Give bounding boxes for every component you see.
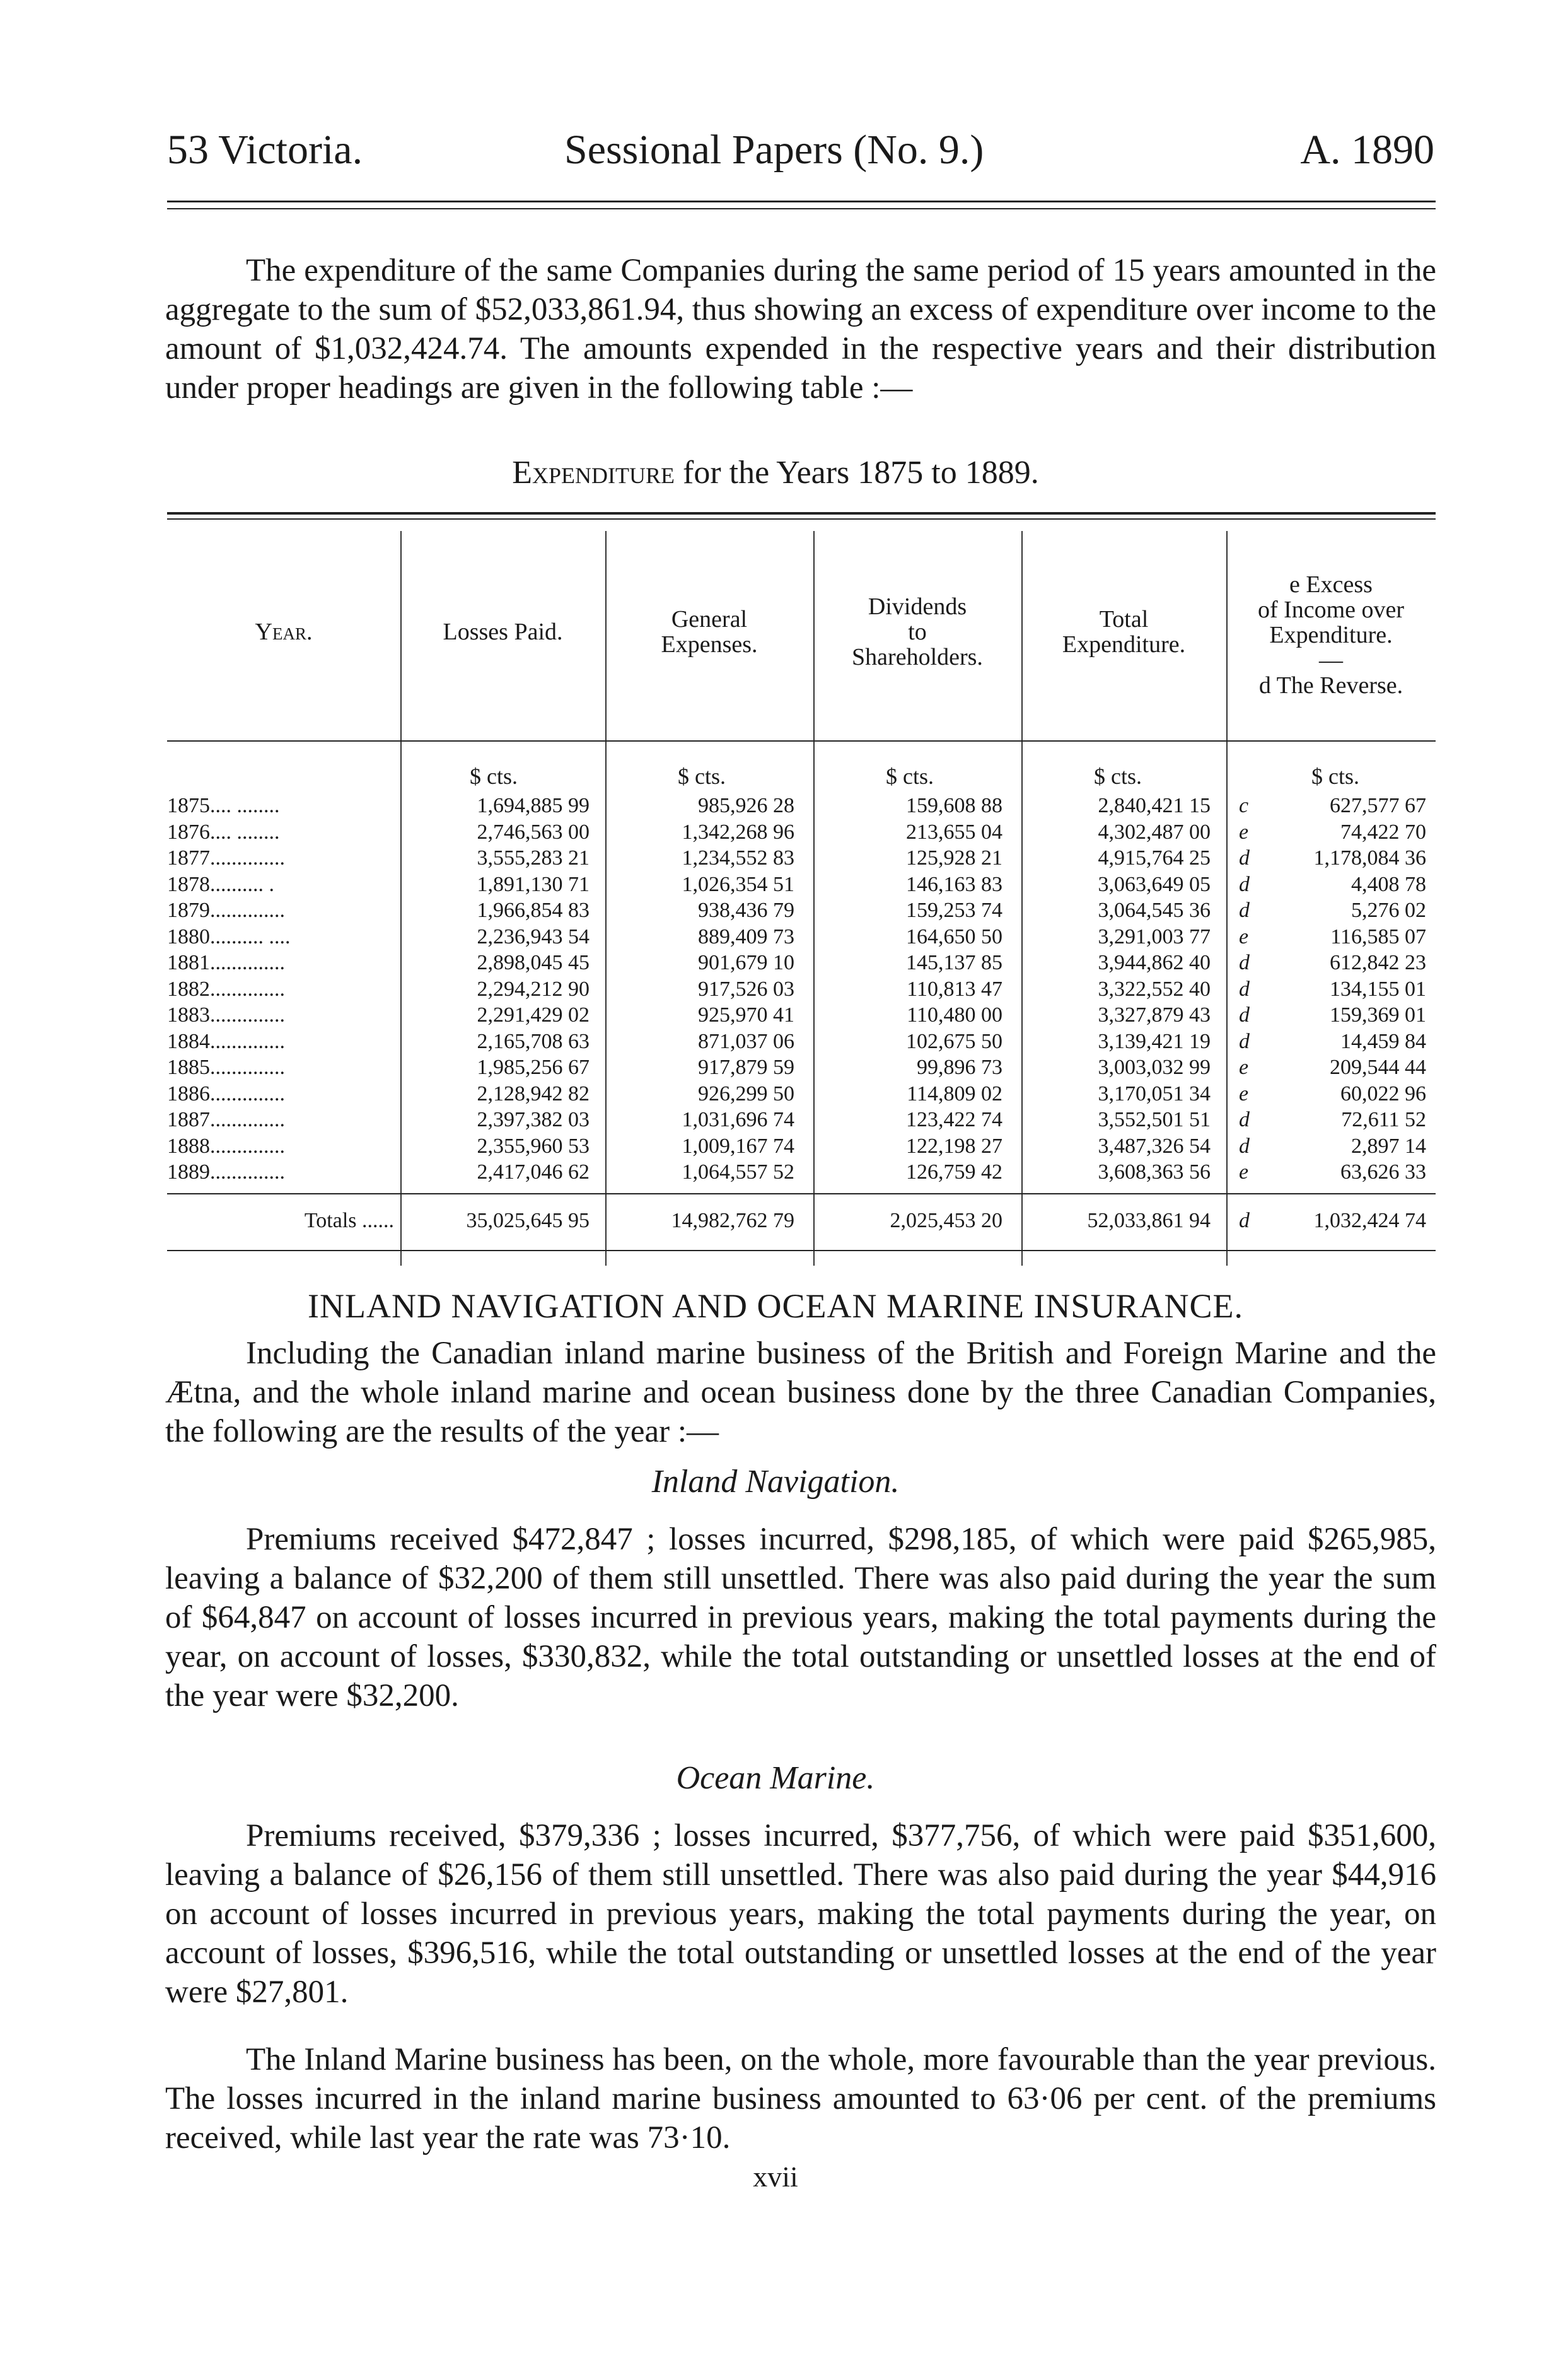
cell-dividends: 145,137 85 [906, 951, 1002, 974]
cell-losses: 2,397,382 03 [477, 1108, 590, 1131]
cell-year: 1882.............. [167, 977, 285, 1001]
cell-year: 1876.... ........ [167, 820, 280, 844]
cell-year: 1885.............. [167, 1056, 285, 1079]
totals-divider [167, 1193, 1436, 1194]
cell-losses: 2,746,563 00 [477, 820, 590, 844]
section-heading: INLAND NAVIGATION AND OCEAN MARINE INSURANCE. [308, 1287, 1243, 1325]
totals-general: 14,982,762 79 [671, 1209, 794, 1232]
cell-year: 1883.............. [167, 1003, 285, 1027]
cell-general: 1,234,552 83 [682, 846, 794, 870]
cell-losses: 2,898,045 45 [477, 951, 590, 974]
header-year: A. 1890 [1300, 127, 1434, 173]
header-rule-top [167, 201, 1436, 202]
cell-total: 3,139,421 19 [1098, 1029, 1211, 1053]
cell-year: 1881.............. [167, 951, 285, 974]
cell-total: 3,327,879 43 [1098, 1003, 1211, 1027]
cell-year: 1878.......... . [167, 872, 274, 896]
cell-flag: e [1239, 1056, 1249, 1079]
cell-flag: d [1239, 899, 1250, 922]
table-top-rule-2 [167, 518, 1436, 520]
col-year: Year. [255, 619, 313, 645]
inland-paragraph: Premiums received $472,847 ; losses incurred, $298,185, of which were paid $265,985, leaving a balance of $32,200 of them still unsettled. There was also paid during the year the sum of $64,847 on account of losses incurred in previous years, making the total payments during the year, on account of losses, $330,832, while the total outstanding or unsettled losses at the end of the year were $32,200. [165, 1522, 1436, 1713]
unit-dividends: $ cts. [886, 764, 934, 789]
cell-flag: d [1239, 872, 1250, 896]
col-general: General Expenses. [661, 606, 758, 658]
unit-total: $ cts. [1094, 764, 1142, 789]
cell-excess: 72,611 52 [1341, 1108, 1426, 1131]
totals-dividends: 2,025,453 20 [890, 1209, 1002, 1232]
cell-dividends: 126,759 42 [906, 1160, 1002, 1184]
cell-excess: 2,897 14 [1351, 1134, 1426, 1158]
cell-general: 871,037 06 [698, 1029, 794, 1053]
unit-losses: $ cts. [470, 764, 518, 789]
totals-flag: d [1239, 1209, 1250, 1232]
header-divider [167, 740, 1436, 742]
cell-losses: 2,355,960 53 [477, 1134, 590, 1158]
cell-general: 1,031,696 74 [682, 1108, 794, 1131]
col-excess: e Excess of Income over Expenditure. — d The Reverse. [1257, 571, 1405, 699]
totals-excess: 1,032,424 74 [1313, 1209, 1426, 1232]
closing-paragraph: The Inland Marine business has been, on the whole, more favourable than the year previous. The losses incurred in the inland marine business amounted to 63·06 per cent. of the premiums received, while last year the rate was 73·10. [165, 2042, 1436, 2155]
unit-excess: $ cts. [1311, 764, 1359, 789]
header-title: Sessional Papers (No. 9.) [564, 127, 984, 173]
cell-dividends: 164,650 50 [906, 925, 1002, 948]
section-intro: Including the Canadian inland marine business of the British and Foreign Marine and the Ætna, and the whole inland marine and ocean business done by the three Canadian Companies, the following are the results of the year :— [165, 1336, 1436, 1449]
cell-total: 2,840,421 15 [1098, 794, 1211, 817]
ocean-heading: Ocean Marine. [676, 1760, 875, 1796]
cell-excess: 134,155 01 [1330, 977, 1426, 1001]
cell-flag: e [1239, 925, 1249, 948]
cell-year: 1884.............. [167, 1029, 285, 1053]
cell-excess: 209,544 44 [1330, 1056, 1426, 1079]
expenditure-table [167, 512, 1436, 1269]
cell-year: 1879.............. [167, 899, 285, 922]
cell-losses: 2,128,942 82 [477, 1082, 590, 1105]
cell-excess: 627,577 67 [1330, 794, 1426, 817]
cell-losses: 2,294,212 90 [477, 977, 590, 1001]
cell-flag: d [1239, 846, 1250, 870]
cell-losses: 2,165,708 63 [477, 1029, 590, 1053]
cell-general: 1,026,354 51 [682, 872, 794, 896]
cell-dividends: 159,253 74 [906, 899, 1002, 922]
totals-total: 52,033,861 94 [1087, 1209, 1211, 1232]
cell-total: 4,915,764 25 [1098, 846, 1211, 870]
cell-general: 917,879 59 [698, 1056, 794, 1079]
page-number: xvii [753, 2161, 798, 2193]
cell-flag: d [1239, 977, 1250, 1001]
cell-losses: 1,966,854 83 [477, 899, 590, 922]
cell-general: 1,342,268 96 [682, 820, 794, 844]
cell-dividends: 213,655 04 [906, 820, 1002, 844]
cell-year: 1887.............. [167, 1108, 285, 1131]
cell-total: 4,302,487 00 [1098, 820, 1211, 844]
cell-flag: e [1239, 1082, 1249, 1105]
cell-total: 3,291,003 77 [1098, 925, 1211, 948]
header-session: 53 Victoria. [167, 127, 363, 173]
cell-year: 1880.......... .... [167, 925, 291, 948]
col-losses: Losses Paid. [443, 619, 563, 645]
cell-losses: 1,694,885 99 [477, 794, 590, 817]
cell-flag: d [1239, 1134, 1250, 1158]
cell-general: 1,064,557 52 [682, 1160, 794, 1184]
cell-general: 901,679 10 [698, 951, 794, 974]
cell-year: 1875.... ........ [167, 794, 280, 817]
cell-year: 1886.............. [167, 1082, 285, 1105]
col-total: Total Expenditure. [1062, 606, 1186, 658]
cell-dividends: 122,198 27 [906, 1134, 1002, 1158]
cell-excess: 159,369 01 [1330, 1003, 1426, 1027]
cell-excess: 74,422 70 [1340, 820, 1426, 844]
cell-dividends: 102,675 50 [906, 1029, 1002, 1053]
cell-total: 3,003,032 99 [1098, 1056, 1211, 1079]
cell-losses: 2,291,429 02 [477, 1003, 590, 1027]
cell-excess: 116,585 07 [1330, 925, 1426, 948]
cell-excess: 612,842 23 [1330, 951, 1426, 974]
cell-excess: 14,459 84 [1340, 1029, 1426, 1053]
cell-excess: 60,022 96 [1340, 1082, 1426, 1105]
cell-dividends: 146,163 83 [906, 872, 1002, 896]
cell-total: 3,322,552 40 [1098, 977, 1211, 1001]
table-top-rule [167, 512, 1436, 515]
cell-dividends: 99,896 73 [917, 1056, 1002, 1079]
cell-total: 3,170,051 34 [1098, 1082, 1211, 1105]
cell-dividends: 123,422 74 [906, 1108, 1002, 1131]
cell-flag: d [1239, 951, 1250, 974]
cell-excess: 1,178,084 36 [1313, 846, 1426, 870]
cell-general: 926,299 50 [698, 1082, 794, 1105]
cell-total: 3,064,545 36 [1098, 899, 1211, 922]
cell-total: 3,063,649 05 [1098, 872, 1211, 896]
cell-flag: c [1239, 794, 1249, 817]
cell-general: 985,926 28 [698, 794, 794, 817]
cell-losses: 2,417,046 62 [477, 1160, 590, 1184]
cell-dividends: 125,928 21 [906, 846, 1002, 870]
ocean-paragraph: Premiums received, $379,336 ; losses incurred, $377,756, of which were paid $351,600, leaving a balance of $26,156 of them still unsettled. There was also paid during the year $44,916 on account of losses incurred in previous years, making the total payments during the year, on account of losses, $396,516, while the total outstanding or unsettled losses at the end of the year were $27,801. [165, 1818, 1436, 2010]
cell-dividends: 114,809 02 [907, 1082, 1002, 1105]
totals-label: Totals ...... [304, 1209, 394, 1232]
cell-total: 3,944,862 40 [1098, 951, 1211, 974]
cell-flag: e [1239, 1160, 1249, 1184]
cell-losses: 3,555,283 21 [477, 846, 590, 870]
intro-paragraph: The expenditure of the same Companies during the same period of 15 years amounted in the aggregate to the sum of $52,033,861.94, thus showing an excess of expenditure over income to the amount of $1,032,424.74. The amounts expended in the respective years and their distribution under proper headings are given in the following table :— [165, 253, 1436, 405]
cell-general: 925,970 41 [698, 1003, 794, 1027]
cell-dividends: 110,813 47 [907, 977, 1002, 1001]
table-bottom-rule [167, 1250, 1436, 1251]
cell-excess: 4,408 78 [1351, 872, 1426, 896]
cell-excess: 5,276 02 [1351, 899, 1426, 922]
cell-total: 3,608,363 56 [1098, 1160, 1211, 1184]
header-rule-bottom [167, 208, 1436, 209]
inland-heading: Inland Navigation. [651, 1464, 900, 1500]
cell-losses: 2,236,943 54 [477, 925, 590, 948]
cell-general: 1,009,167 74 [682, 1134, 794, 1158]
cell-flag: e [1239, 820, 1249, 844]
table-caption: Expenditure for the Years 1875 to 1889. [512, 455, 1039, 491]
cell-total: 3,552,501 51 [1098, 1108, 1211, 1131]
cell-total: 3,487,326 54 [1098, 1134, 1211, 1158]
unit-general: $ cts. [678, 764, 726, 789]
cell-flag: d [1239, 1003, 1250, 1027]
cell-flag: d [1239, 1029, 1250, 1053]
totals-losses: 35,025,645 95 [466, 1209, 590, 1232]
cell-dividends: 159,608 88 [906, 794, 1002, 817]
cell-year: 1888.............. [167, 1134, 285, 1158]
cell-general: 917,526 03 [698, 977, 794, 1001]
cell-excess: 63,626 33 [1340, 1160, 1426, 1184]
cell-losses: 1,985,256 67 [477, 1056, 590, 1079]
col-dividends: Dividends to Shareholders. [852, 593, 983, 670]
cell-year: 1889.............. [167, 1160, 285, 1184]
cell-general: 889,409 73 [698, 925, 794, 948]
cell-flag: d [1239, 1108, 1250, 1131]
cell-general: 938,436 79 [698, 899, 794, 922]
cell-losses: 1,891,130 71 [477, 872, 590, 896]
page-header [167, 126, 1434, 183]
cell-dividends: 110,480 00 [907, 1003, 1002, 1027]
cell-year: 1877.............. [167, 846, 285, 870]
